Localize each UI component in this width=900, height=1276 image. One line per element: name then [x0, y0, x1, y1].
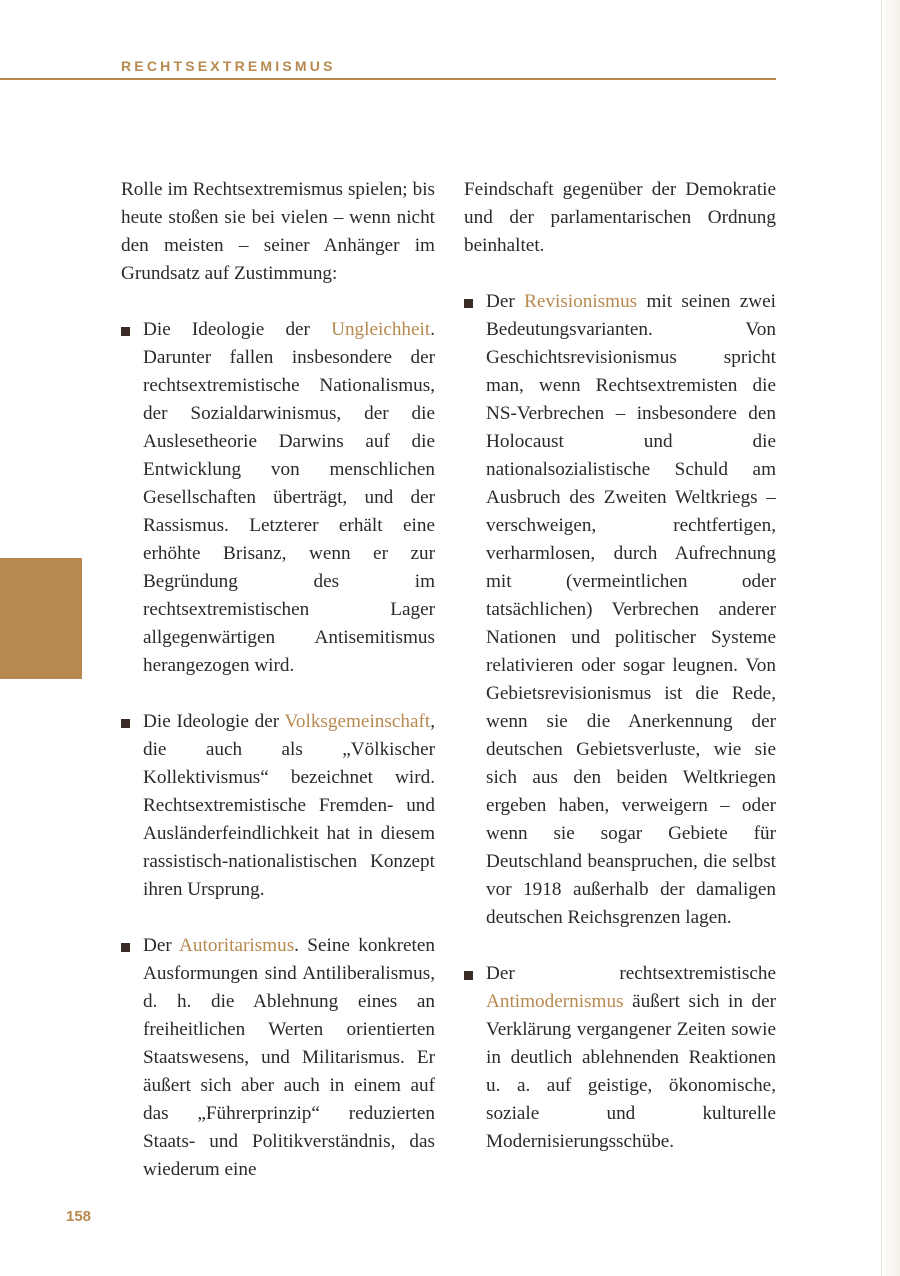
key-term: Autoritarismus [179, 935, 295, 956]
item-text: Die Ideologie der [143, 319, 332, 340]
item-text: Der [143, 935, 180, 956]
list-item-ungleichheit [121, 316, 435, 680]
key-term: Revisionismus [524, 291, 638, 312]
list-item-antimodernismus [464, 960, 776, 1156]
item-text: mit seinen zwei Bedeutungsvarianten. Von Geschichtsrevisionismus spricht man, wenn Rechtsextremisten die NS-Verbrechen – insbesondere den Holocaust und die nationalsozialistische Schuld am Ausbruch des Zweiten Weltkriegs – verschweigen, rechtfertigen, verharmlosen, durch Aufrechnung mit (vermeintlichen oder tatsächlichen) Verbrechen anderer Nationen und politischer Systeme relativieren oder sogar leugnen. Von Gebietsrevisionismus ist die Rede, wenn sie die Anerkennung der deutschen Gebietsverluste, wie sie sich aus den beiden Weltkriegen ergeben haben, verweigern – oder wenn sie sogar Gebiete für Deutschland beanspruchen, die selbst vor 1918 außerhalb der damaligen deutschen Reichsgrenzen lagen. [486, 291, 777, 928]
right-column [464, 176, 776, 1156]
list-item-volksgemeinschaft [121, 708, 435, 904]
page-number: 158 [66, 1208, 92, 1225]
key-term: Antimodernismus [486, 991, 624, 1012]
left-column [121, 176, 435, 1184]
continuation-paragraph: Feindschaft gegenüber der Demokratie und der parlamentarischen Ordnung beinhaltet. [464, 179, 776, 256]
item-text: äußert sich in der Verklärung vergangener Zeiten sowie in deutlich ablehnenden Reaktionen u. a. auf geistige, ökonomische, soziale und kulturelle Modernisierungsschübe. [486, 991, 776, 1152]
header-rule [0, 78, 776, 80]
square-bullet-icon [121, 943, 130, 952]
square-bullet-icon [121, 719, 130, 728]
item-text: Der rechtsextremistische [486, 963, 776, 984]
key-term: Volksgemeinschaft [284, 711, 431, 732]
chapter-tab-marker [0, 558, 82, 679]
item-text: Der [486, 291, 525, 312]
running-header: RECHTSEXTREMISMUS [121, 58, 336, 74]
square-bullet-icon [464, 971, 473, 980]
square-bullet-icon [464, 299, 473, 308]
item-text: , die auch als „Völkischer Kollektivismus“ bezeichnet wird. Rechtsextremistische Fremden- und Ausländerfeindlichkeit hat in diesem rassistisch-nationalistischen Konzept ihren Ursprung. [143, 711, 435, 900]
item-text: Die Ideologie der [143, 711, 285, 732]
square-bullet-icon [121, 327, 130, 336]
page-edge [881, 0, 900, 1276]
item-text: . Darunter fallen insbesondere der rechtsextremistische Nationalismus, der Sozialdarwinismus, der die Auslesetheorie Darwins auf die Entwicklung von menschlichen Gesellschaften überträgt, und der Rassismus. Letzterer erhält eine erhöhte Brisanz, wenn er zur Begründung des im rechtsextremistischen Lager allgegenwärtigen Antisemitismus herangezogen wird. [143, 319, 435, 676]
key-term: Ungleichheit [331, 319, 431, 340]
item-text: . Seine konkreten Ausformungen sind Antiliberalismus, d. h. die Ablehnung eines an freiheitlichen Werten orientierten Staatswesens, und Militarismus. Er äußert sich aber auch in einem auf das „Führerprinzip“ reduzierten Staats- und Politikverständnis, das wiederum eine [143, 935, 435, 1180]
list-item-revisionismus [464, 288, 776, 932]
list-item-autoritarismus [121, 932, 435, 1184]
intro-paragraph: Rolle im Rechtsextremismus spielen; bis heute stoßen sie bei vielen – wenn nicht den meisten – seiner Anhänger im Grundsatz auf Zustimmung: [121, 179, 435, 284]
